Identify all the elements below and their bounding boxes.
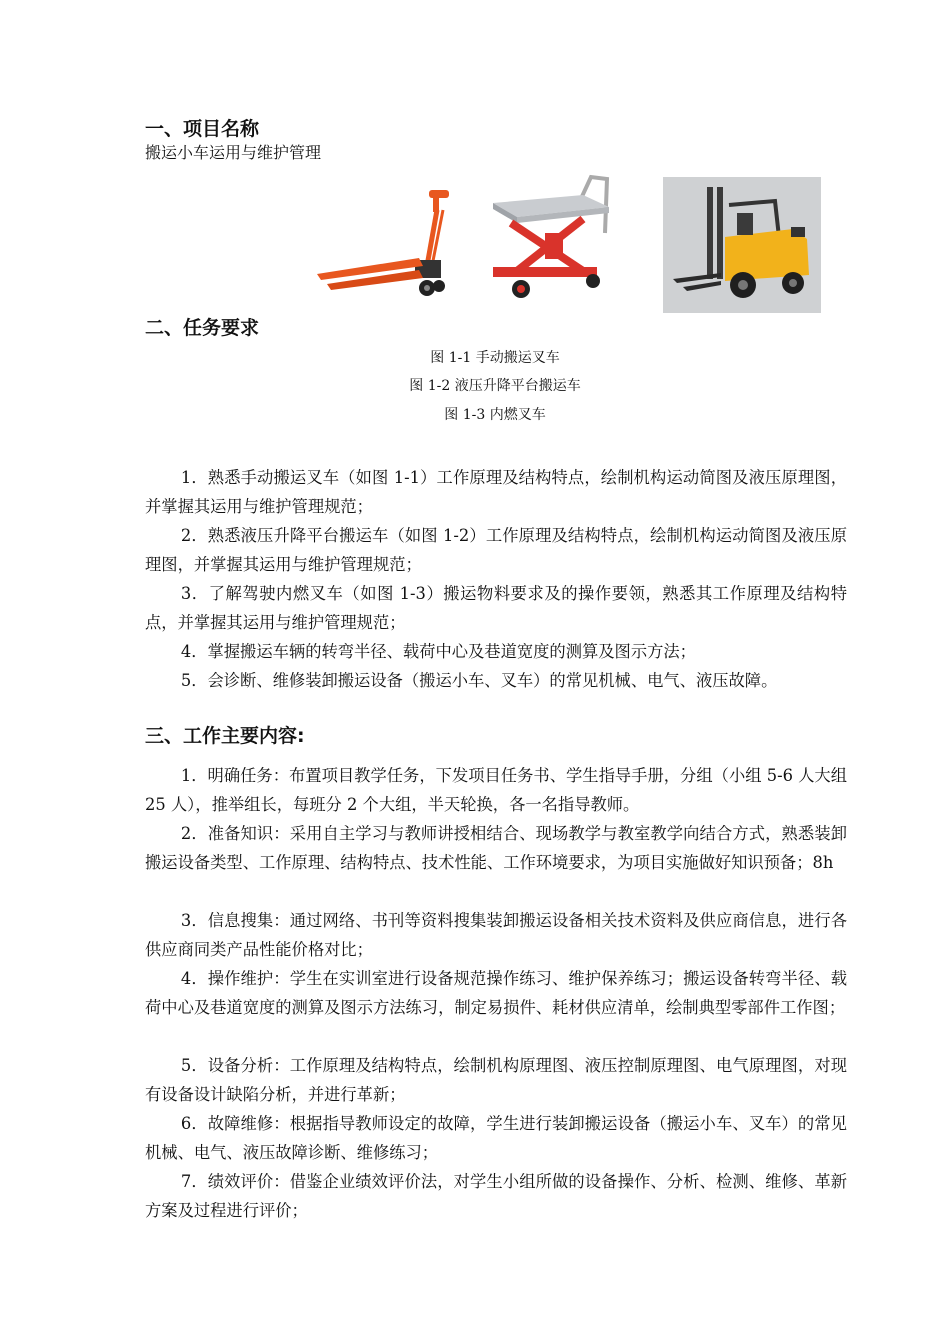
content-item: 7．绩效评价：借鉴企业绩效评价法，对学生小组所做的设备操作、分析、检测、维修、革新方案及过程进行评价； [145, 1172, 847, 1220]
requirement-item: 2．熟悉液压升降平台搬运车（如图 1-2）工作原理及结构特点，绘制机构运动简图及液压原理图，并掌握其运用与维护管理规范； [145, 526, 847, 574]
requirement-item: 1．熟悉手动搬运叉车（如图 1-1）工作原理及结构特点，绘制机构运动简图及液压原理图，并掌握其运用与维护管理规范； [145, 468, 847, 516]
hydraulic-lift-cart-image [487, 173, 617, 303]
project-name: 搬运小车运用与维护管理 [145, 143, 322, 162]
content-item: 2．准备知识：采用自主学习与教师讲授相结合、现场教学与教室教学向结合方式，熟悉装卸搬运设备类型、工作原理、结构特点、技术性能、工作环境要求，为项目实施做好知识预备；8h [145, 824, 847, 872]
content-item: 6．故障维修：根据指导教师设定的故障，学生进行装卸搬运设备（搬运小车、叉车）的常见机械、电气、液压故障诊断、维修练习； [145, 1114, 847, 1162]
content-item: 5．设备分析：工作原理及结构特点，绘制机构原理图、液压控制原理图、电气原理图，对现有设备设计缺陷分析，并进行革新； [145, 1056, 847, 1104]
caption-figure-1-1: 图 1-1 手动搬运叉车 [430, 350, 560, 366]
requirement-item: 3．了解驾驶内燃叉车（如图 1-3）搬运物料要求及的操作要领，熟悉其工作原理及结构特点，并掌握其运用与维护管理规范； [145, 584, 847, 632]
content-item: 3．信息搜集：通过网络、书刊等资料搜集装卸搬运设备相关技术资料及供应商信息，进行各供应商同类产品性能价格对比； [145, 911, 847, 959]
ic-forklift-image [663, 177, 821, 313]
section-2-heading: 二、任务要求 [145, 317, 260, 339]
requirement-item: 4．掌握搬运车辆的转弯半径、载荷中心及巷道宽度的测算及图示方法； [180, 642, 696, 661]
caption-figure-1-2: 图 1-2 液压升降平台搬运车 [409, 378, 581, 394]
content-item: 1．明确任务：布置项目教学任务，下发项目任务书、学生指导手册，分组（小组 5-6 人大组 25 人），推举组长，每班分 2 个大组，半天轮换，各一名指导教师。 [145, 766, 847, 814]
requirement-item: 5．会诊断、维修装卸搬运设备（搬运小车、叉车）的常见机械、电气、液压故障。 [180, 671, 778, 690]
manual-pallet-truck-image [315, 188, 455, 303]
section-3-heading: 三、工作主要内容: [145, 725, 305, 747]
section-1-heading: 一、项目名称 [145, 118, 260, 140]
content-item: 4．操作维护：学生在实训室进行设备规范操作练习、维护保养练习；搬运设备转弯半径、载荷中心及巷道宽度的测算及图示方法练习，制定易损件、耗材供应清单，绘制典型零部件工作图； [145, 969, 847, 1017]
caption-figure-1-3: 图 1-3 内燃叉车 [444, 407, 546, 423]
